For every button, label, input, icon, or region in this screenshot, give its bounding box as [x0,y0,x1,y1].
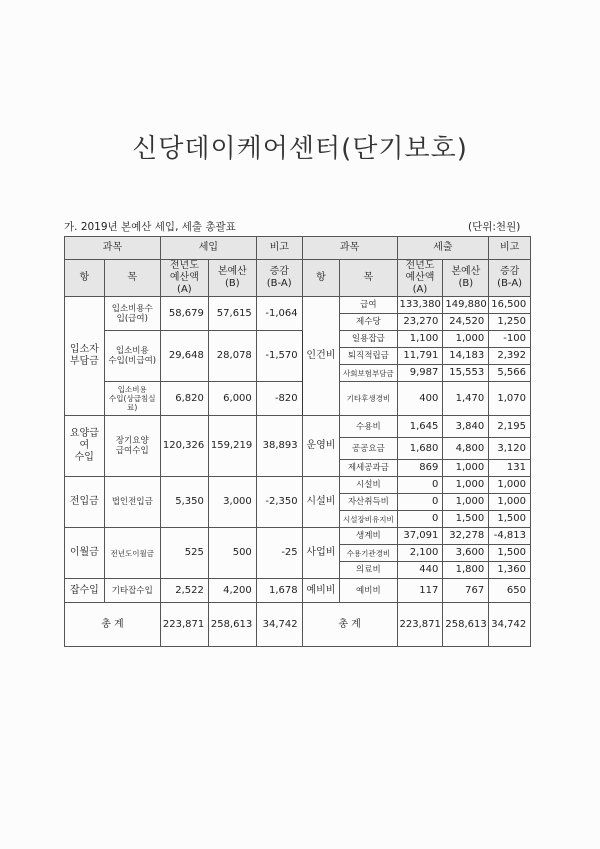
exp-diff-cell: 1,250 [489,314,531,331]
page-title: 신당데이케어센터(단기보호) [132,134,468,164]
exp-prev-cell: 23,270 [397,314,443,331]
exp-diff-cell: 131 [489,460,531,477]
exp-diff-cell: 3,120 [489,438,531,460]
exp-total-label: 총 계 [302,603,397,647]
exp-cur-cell: 149,880 [443,297,489,314]
header-subject-exp: 과목 [302,237,397,260]
header-hang-exp: 항 [302,260,340,297]
exp-mok-cell: 예비비 [340,579,397,603]
exp-prev-cell: 869 [397,460,443,477]
header-diff: 증감 (B-A) [256,260,302,297]
rev-diff-cell: 1,678 [256,579,302,603]
exp-prev-cell: 440 [397,562,443,579]
exp-prev-cell: 11,791 [397,348,443,365]
rev-cur-cell: 4,200 [208,579,256,603]
exp-prev-cell: 2,100 [397,545,443,562]
exp-diff-cell: 5,566 [489,365,531,382]
rev-cur-cell: 28,078 [208,331,256,382]
rev-diff-cell: -820 [256,382,302,416]
exp-prev-cell: 1,680 [397,438,443,460]
rev-total-cur: 258,613 [208,603,256,647]
exp-diff-cell: -100 [489,331,531,348]
exp-hang-cell: 인건비 [302,297,340,416]
header-hang: 항 [65,260,105,297]
exp-diff-cell: 2,195 [489,416,531,438]
exp-cur-cell: 32,278 [443,528,489,545]
rev-mok-cell: 장기요양 급여수입 [104,416,160,477]
header-expenditure: 세출 [397,237,489,260]
rev-total-diff: 34,742 [256,603,302,647]
exp-hang-cell: 예비비 [302,579,340,603]
header-remark: 비고 [256,237,302,260]
rev-diff-cell: 38,893 [256,416,302,477]
exp-mok-cell: 자산취득비 [340,494,397,511]
exp-total-prev: 223,871 [397,603,443,647]
exp-prev-cell: 400 [397,382,443,416]
header-prev-exp: 전년도 예산액(A) [397,260,443,297]
rev-prev-cell: 120,326 [160,416,208,477]
exp-cur-cell: 24,520 [443,314,489,331]
exp-hang-cell: 시설비 [302,477,340,528]
rev-prev-cell: 29,648 [160,331,208,382]
rev-mok-cell: 입소비용수 입(급여) [104,297,160,331]
exp-mok-cell: 제세공과금 [340,460,397,477]
header-prev: 전년도 예산액(A) [160,260,208,297]
exp-diff-cell: 650 [489,579,531,603]
header-mok-exp: 목 [340,260,397,297]
header-remark-exp: 비고 [489,237,531,260]
exp-cur-cell: 767 [443,579,489,603]
exp-cur-cell: 4,800 [443,438,489,460]
header-diff-exp: 증감 (B-A) [489,260,531,297]
exp-cur-cell: 15,553 [443,365,489,382]
header-cur-exp: 본예산(B) [443,260,489,297]
exp-total-cur: 258,613 [443,603,489,647]
rev-mok-cell: 법인전입금 [104,477,160,528]
header-revenue: 세입 [160,237,256,260]
exp-cur-cell: 14,183 [443,348,489,365]
exp-mok-cell: 시설장비유지비 [340,511,397,528]
exp-diff-cell: 1,070 [489,382,531,416]
rev-mok-cell: 전년도이월금 [104,528,160,579]
rev-mok-cell: 입소비용 수입(상급침실료) [104,382,160,416]
exp-diff-cell: -4,813 [489,528,531,545]
exp-mok-cell: 제수당 [340,314,397,331]
rev-total-prev: 223,871 [160,603,208,647]
exp-prev-cell: 0 [397,494,443,511]
exp-prev-cell: 0 [397,511,443,528]
exp-diff-cell: 1,000 [489,494,531,511]
exp-mok-cell: 일용잡급 [340,331,397,348]
rev-diff-cell: -25 [256,528,302,579]
rev-diff-cell: -2,350 [256,477,302,528]
header-cur: 본예산(B) [208,260,256,297]
budget-summary-table [64,236,531,647]
rev-hang-cell: 이월금 [65,528,105,579]
exp-prev-cell: 0 [397,477,443,494]
exp-prev-cell: 133,380 [397,297,443,314]
rev-prev-cell: 58,679 [160,297,208,331]
exp-prev-cell: 9,987 [397,365,443,382]
exp-diff-cell: 2,392 [489,348,531,365]
rev-hang-cell: 잡수입 [65,579,105,603]
header-subject: 과목 [65,237,161,260]
exp-prev-cell: 117 [397,579,443,603]
exp-cur-cell: 1,470 [443,382,489,416]
rev-mok-cell: 입소비용 수입(비급여) [104,331,160,382]
rev-prev-cell: 5,350 [160,477,208,528]
rev-mok-cell: 기타잡수입 [104,579,160,603]
rev-diff-cell: -1,570 [256,331,302,382]
unit-label: (단위:천원) [468,221,521,233]
exp-mok-cell: 급여 [340,297,397,314]
rev-prev-cell: 525 [160,528,208,579]
exp-diff-cell: 1,500 [489,545,531,562]
rev-cur-cell: 3,000 [208,477,256,528]
exp-mok-cell: 생계비 [340,528,397,545]
rev-cur-cell: 159,219 [208,416,256,477]
rev-total-label: 총 계 [65,603,161,647]
exp-mok-cell: 시설비 [340,477,397,494]
header-mok: 목 [104,260,160,297]
rev-diff-cell: -1,064 [256,297,302,331]
exp-mok-cell: 수용비 [340,416,397,438]
exp-cur-cell: 3,840 [443,416,489,438]
exp-prev-cell: 37,091 [397,528,443,545]
exp-mok-cell: 사회보험부담금 [340,365,397,382]
rev-prev-cell: 6,820 [160,382,208,416]
exp-cur-cell: 1,000 [443,494,489,511]
exp-cur-cell: 1,800 [443,562,489,579]
exp-cur-cell: 3,600 [443,545,489,562]
exp-prev-cell: 1,100 [397,331,443,348]
rev-cur-cell: 6,000 [208,382,256,416]
exp-mok-cell: 의료비 [340,562,397,579]
exp-mok-cell: 수용기관경비 [340,545,397,562]
exp-cur-cell: 1,500 [443,511,489,528]
exp-cur-cell: 1,000 [443,477,489,494]
exp-cur-cell: 1,000 [443,331,489,348]
exp-prev-cell: 1,645 [397,416,443,438]
rev-hang-cell: 전입금 [65,477,105,528]
exp-cur-cell: 1,000 [443,460,489,477]
rev-hang-cell: 입소자 부담금 [65,297,105,416]
exp-total-diff: 34,742 [489,603,531,647]
table-caption: 가. 2019년 본예산 세입, 세출 총괄표 [64,221,236,233]
exp-mok-cell: 기타후생경비 [340,382,397,416]
rev-hang-cell: 요양급여 수입 [65,416,105,477]
rev-cur-cell: 57,615 [208,297,256,331]
exp-mok-cell: 퇴직적립금 [340,348,397,365]
exp-diff-cell: 1,500 [489,511,531,528]
exp-diff-cell: 1,360 [489,562,531,579]
rev-prev-cell: 2,522 [160,579,208,603]
exp-mok-cell: 공공요금 [340,438,397,460]
exp-diff-cell: 1,000 [489,477,531,494]
exp-hang-cell: 운영비 [302,416,340,477]
exp-hang-cell: 사업비 [302,528,340,579]
rev-cur-cell: 500 [208,528,256,579]
exp-diff-cell: 16,500 [489,297,531,314]
